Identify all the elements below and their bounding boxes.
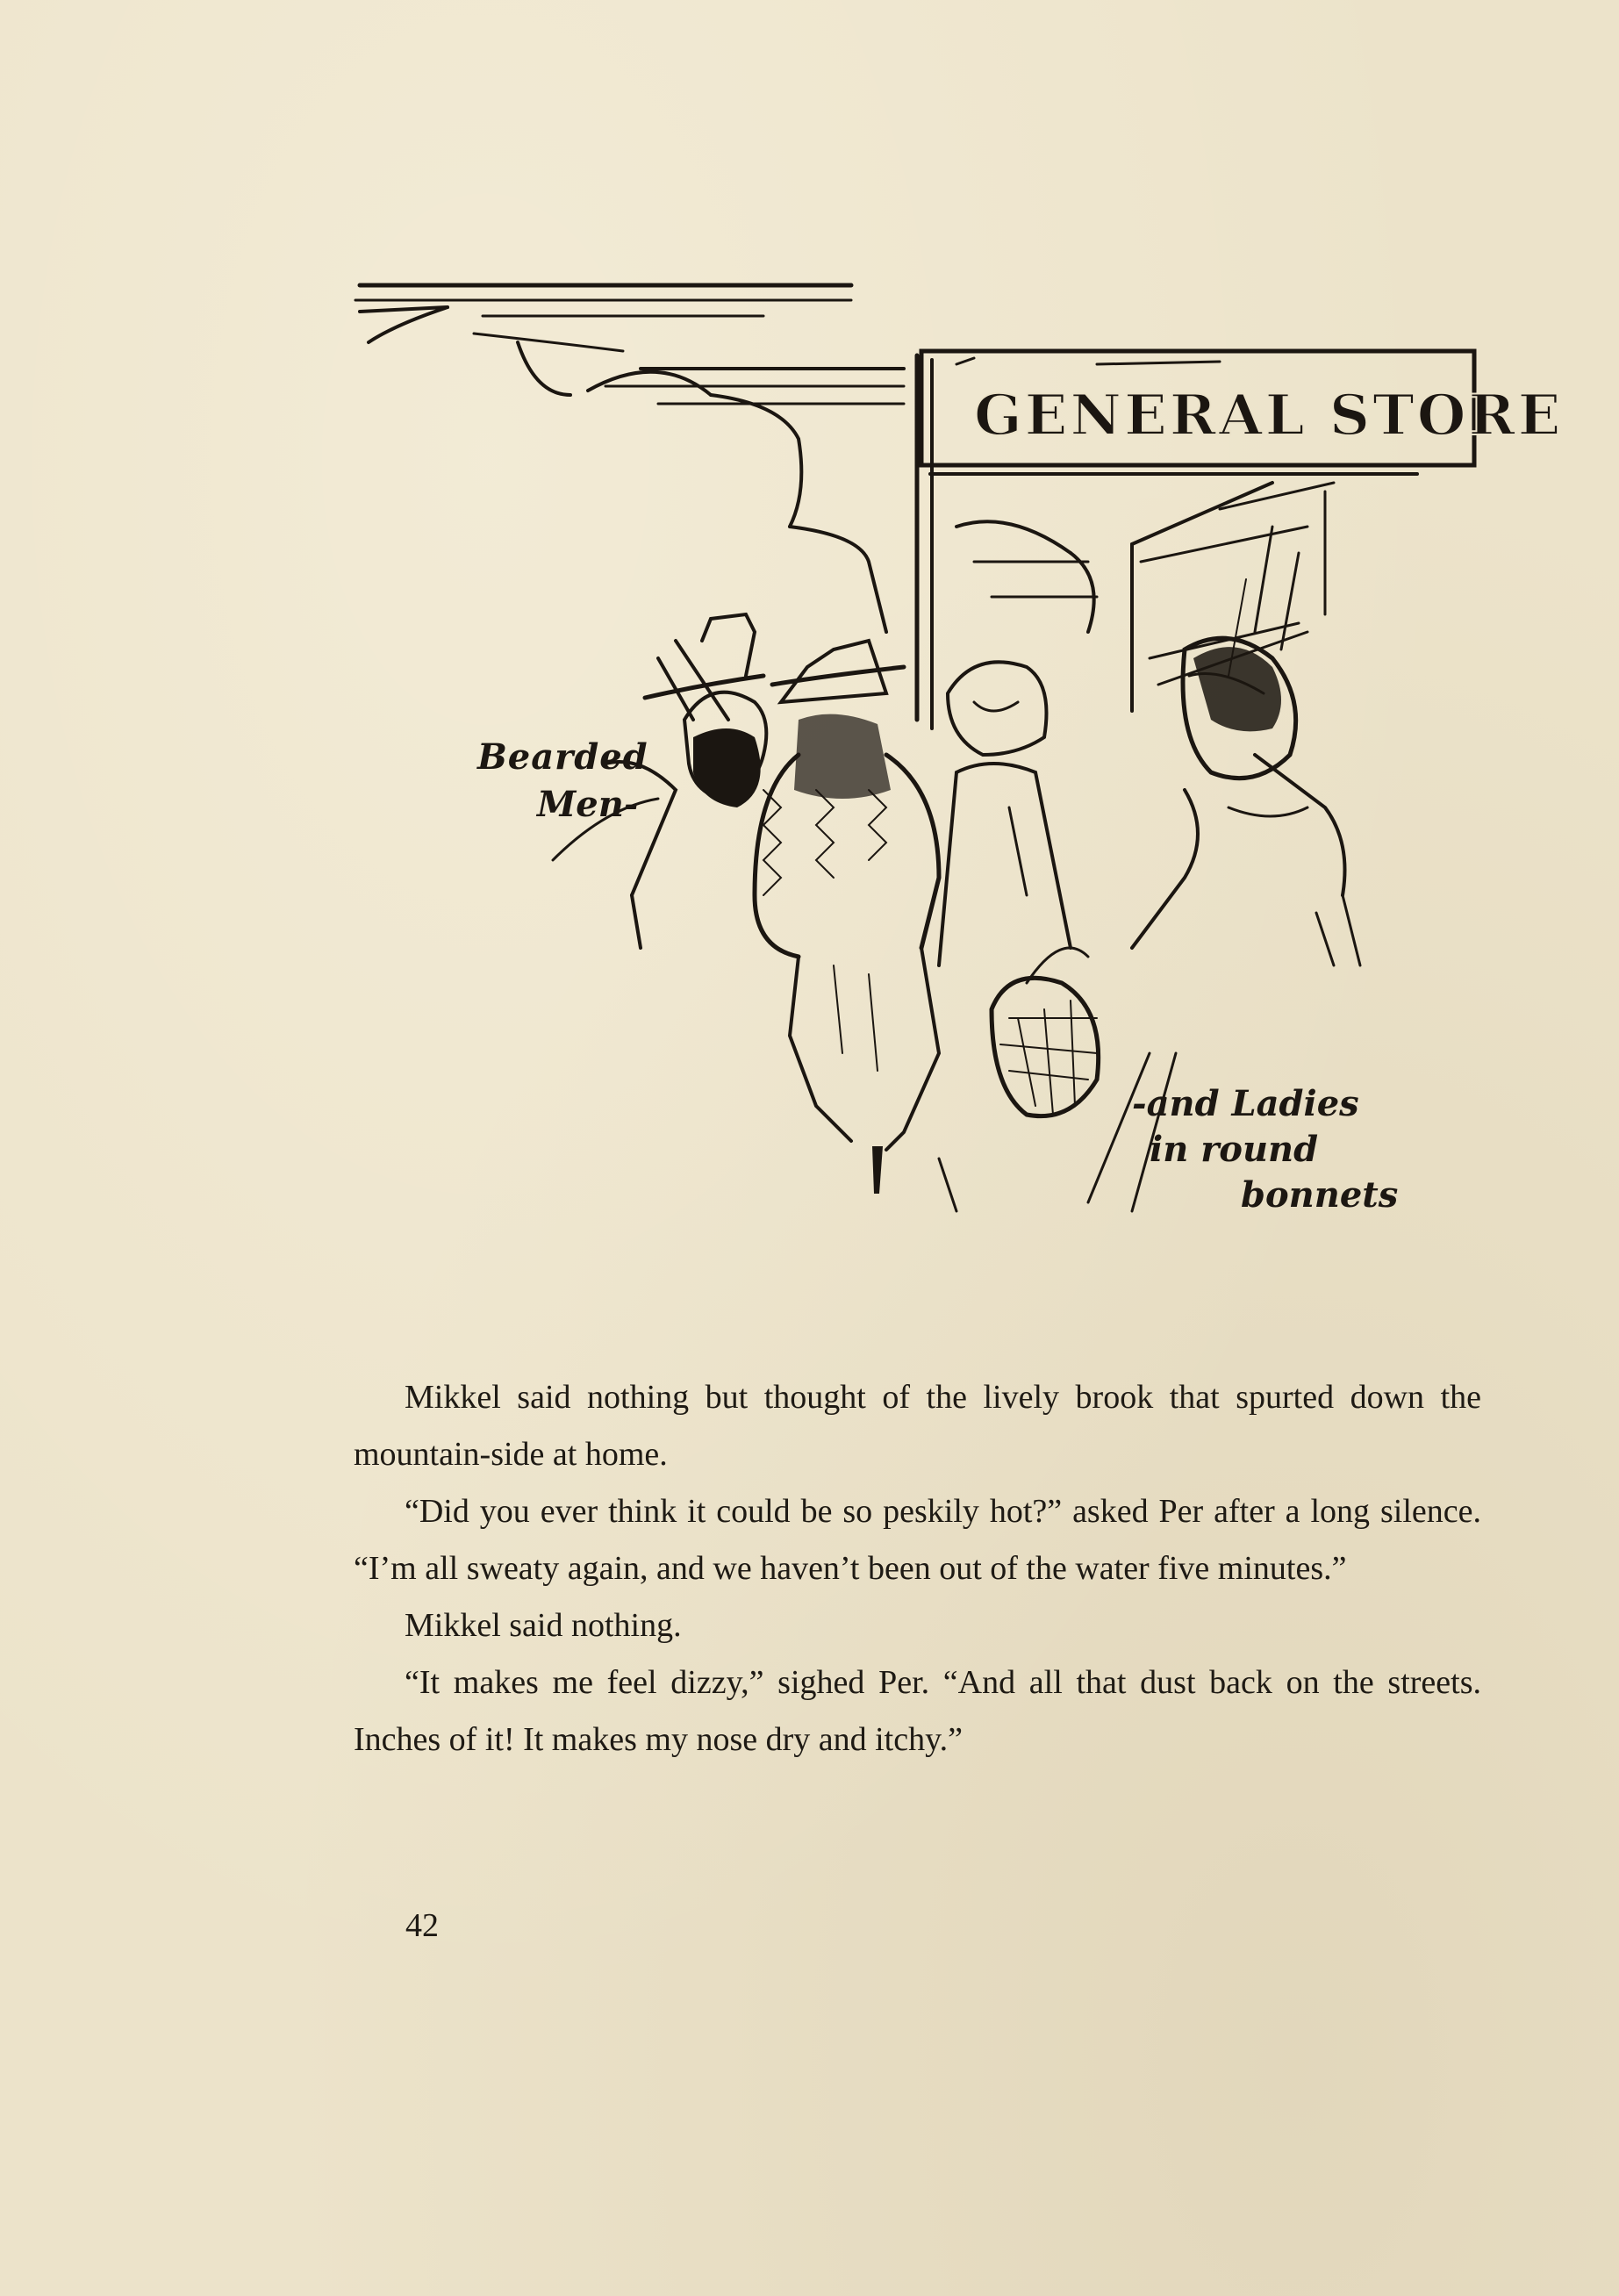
- paragraph: Mikkel said nothing.: [405, 1607, 682, 1644]
- caption-and-ladies: -and Ladies: [1132, 1083, 1359, 1124]
- caption-men: Men-: [537, 784, 639, 825]
- paragraph: “Did you ever think it could be so peskily hot?” asked Per after a long silence. “I’m all sweaty again, and we haven’t been out of the water five minutes.”: [354, 1493, 1481, 1587]
- caption-in-round: in round: [1150, 1129, 1319, 1170]
- caption-bonnets: bonnets: [1241, 1174, 1399, 1216]
- paragraph: Mikkel said nothing but thought of the lively brook that spurted down the mountain-side at home.: [354, 1379, 1481, 1473]
- paragraph: “It makes me feel dizzy,” sighed Per. “And all that dust back on the streets. Inches of it! It makes my nose dry and itchy.”: [354, 1664, 1481, 1758]
- page-number: 42: [405, 1907, 439, 1944]
- caption-bearded: Bearded: [477, 736, 648, 778]
- body-text: [354, 1369, 1481, 1769]
- sign-text: GENERAL STORE: [974, 383, 1564, 448]
